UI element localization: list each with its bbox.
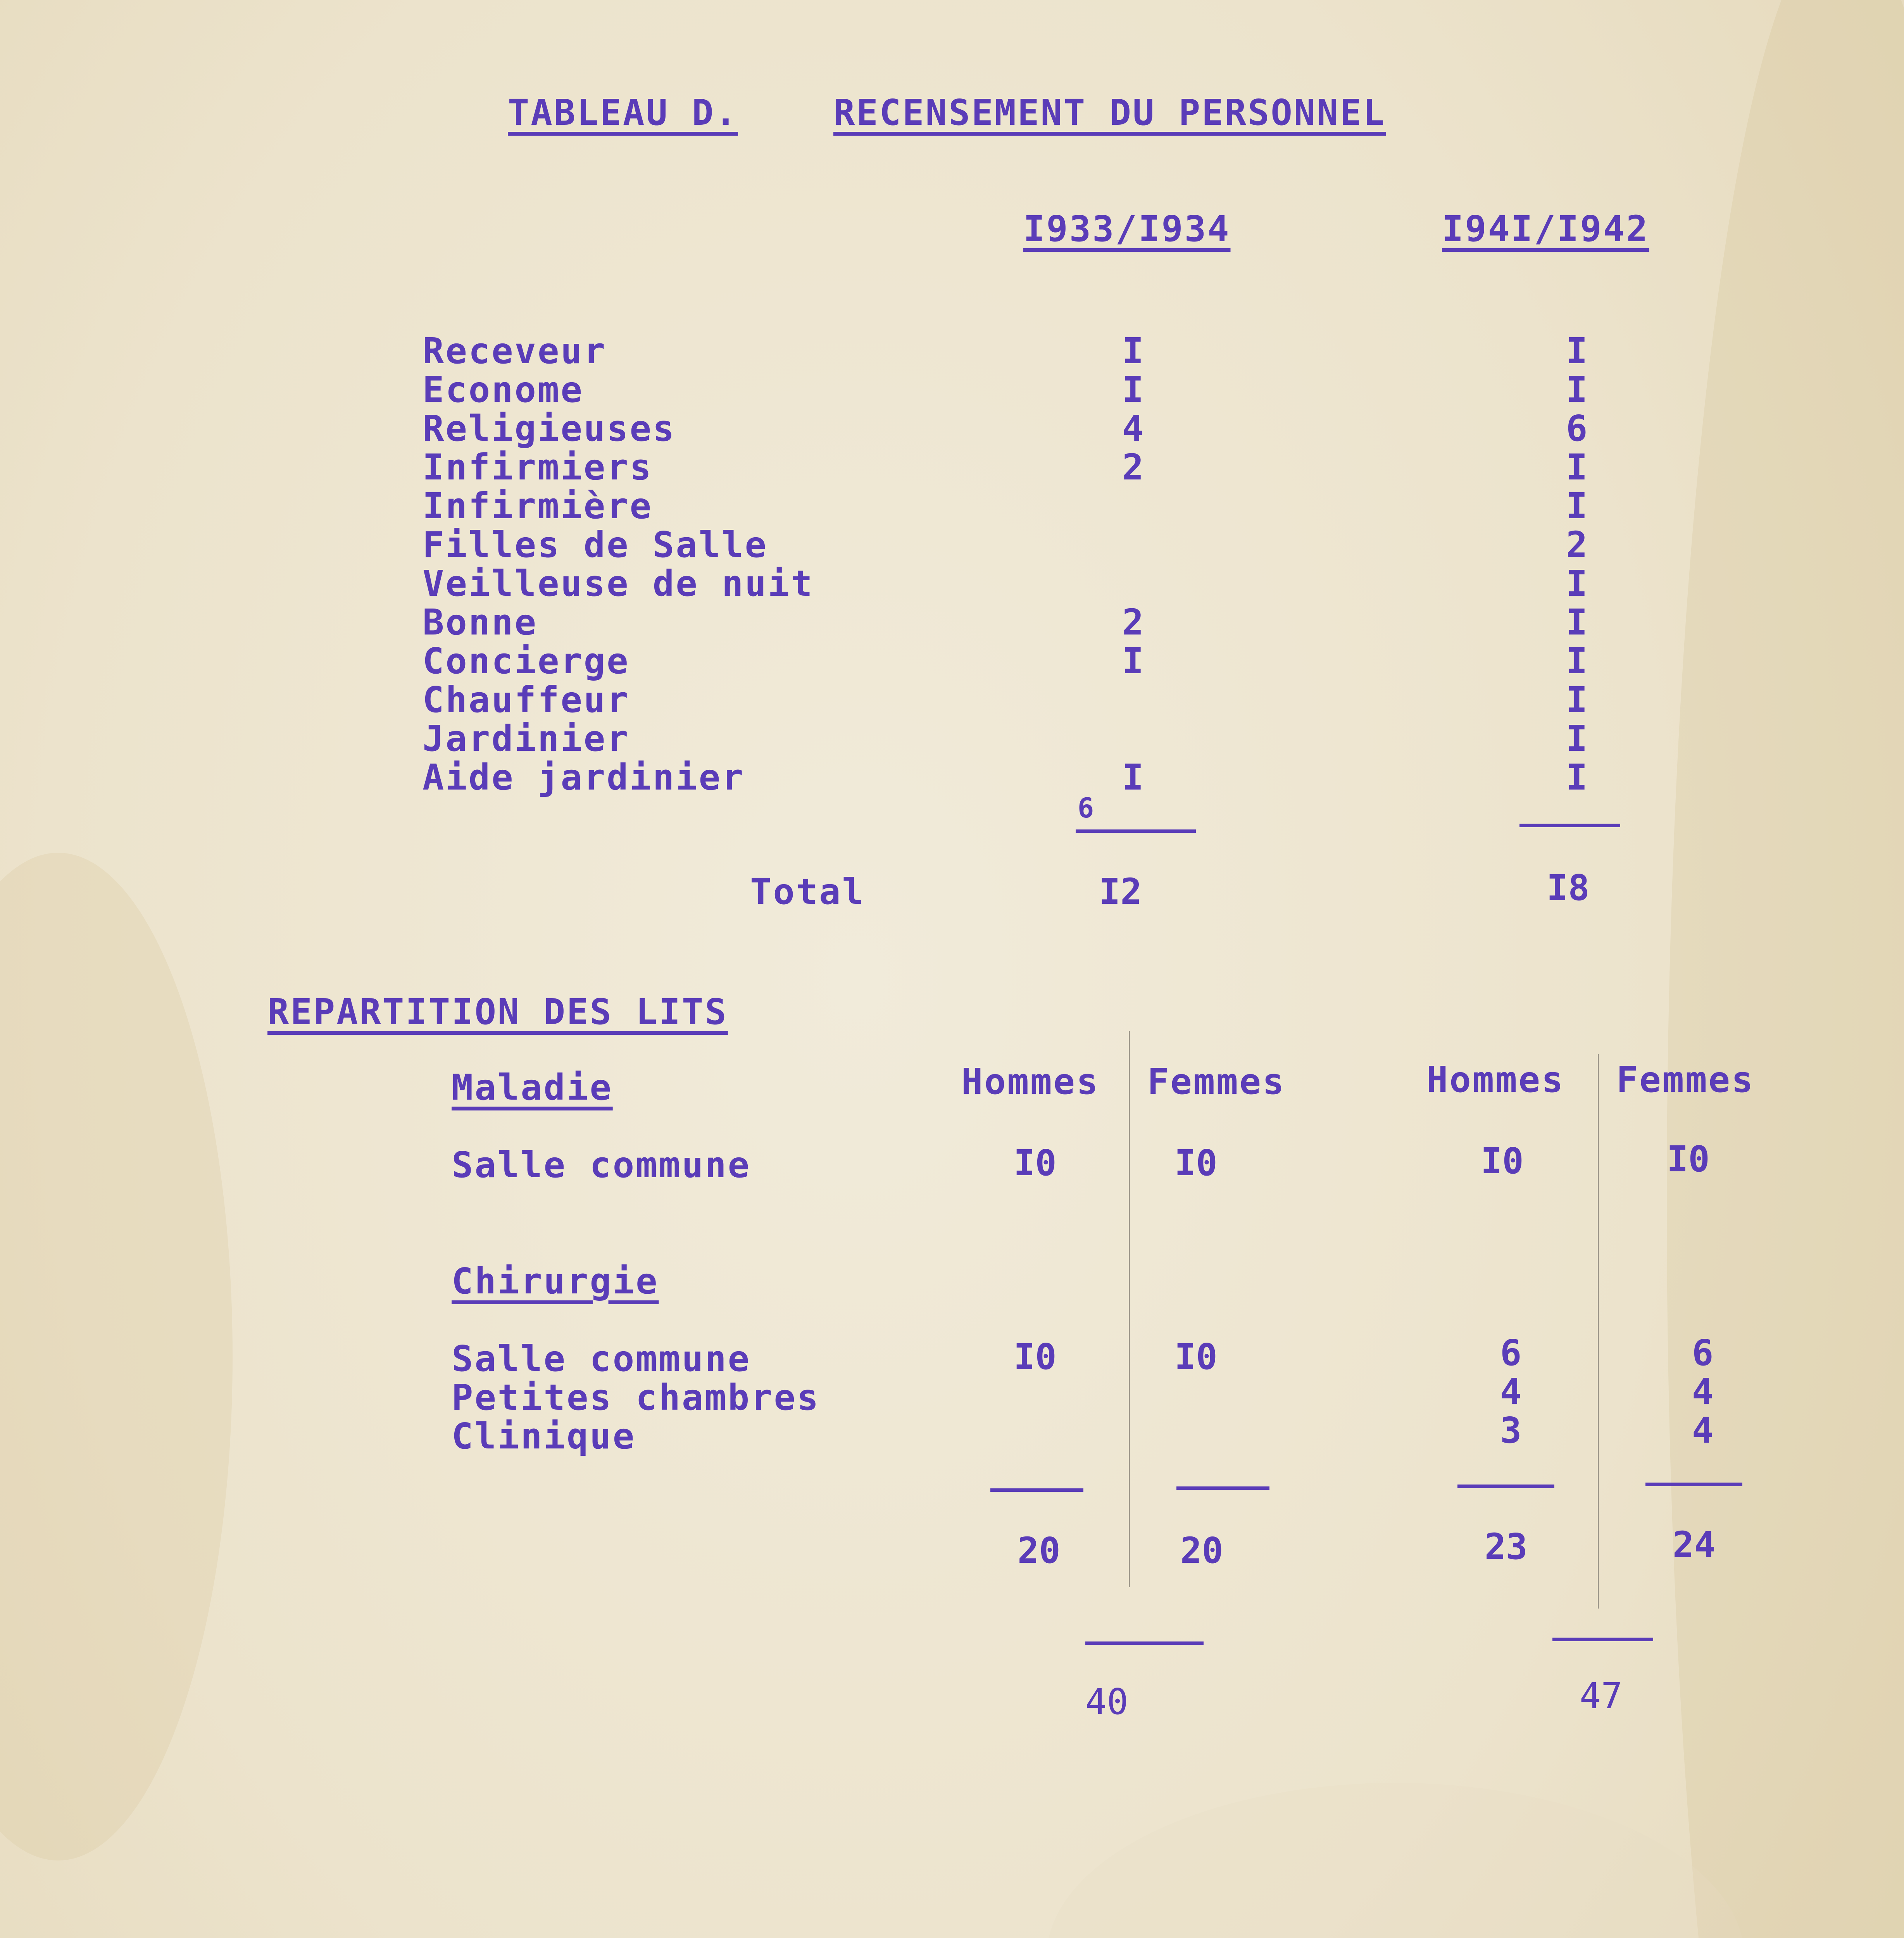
chirurgie-heading: Chirurgie	[452, 1260, 659, 1302]
chirurgie-femmes-1941: 6	[1692, 1332, 1714, 1374]
personnel-value-1941: I	[1566, 563, 1588, 604]
personnel-value-1941: I	[1566, 602, 1588, 643]
personnel-value-1933: I	[1122, 640, 1144, 682]
personnel-value-1941: I	[1566, 718, 1588, 759]
personnel-label: Religieuses	[423, 408, 676, 449]
chirurgie-row-label: Clinique	[452, 1416, 636, 1457]
subtotal-femmes-1941: 24	[1673, 1524, 1716, 1566]
personnel-total-rule-1941	[1519, 824, 1620, 827]
chirurgie-hommes-1933: I0	[1014, 1336, 1057, 1378]
subtotal-hommes-1933: 20	[1018, 1530, 1061, 1571]
subtotal-rule	[1645, 1483, 1742, 1486]
personnel-label: Receveur	[423, 330, 607, 372]
chirurgie-femmes-1941: 4	[1692, 1371, 1714, 1412]
col-hommes-1933: Hommes	[961, 1061, 1100, 1102]
personnel-label: Concierge	[423, 640, 630, 682]
subtotal-hommes-1941: 23	[1485, 1526, 1528, 1567]
personnel-label: Infirmière	[423, 485, 653, 527]
personnel-value-1941: I	[1566, 679, 1588, 721]
personnel-value-1933: I	[1122, 330, 1144, 372]
chirurgie-hommes-1941: 4	[1500, 1371, 1522, 1412]
personnel-label: Filles de Salle	[423, 524, 768, 566]
personnel-value-1941: I	[1566, 757, 1588, 798]
personnel-value-1941: I	[1566, 369, 1588, 410]
chirurgie-hommes-1941: 3	[1500, 1410, 1522, 1451]
subtotal-rule	[1457, 1485, 1554, 1488]
personnel-value-1933: 2	[1122, 602, 1144, 643]
maladie-femmes-1941: I0	[1667, 1138, 1710, 1180]
personnel-value-1941: I	[1566, 640, 1588, 682]
chirurgie-femmes-1933: I0	[1174, 1336, 1218, 1378]
column-divider-1941	[1598, 1054, 1599, 1609]
col-femmes-1941: Femmes	[1616, 1059, 1755, 1100]
personnel-value-1933: I	[1122, 369, 1144, 410]
maladie-hommes-1933: I0	[1014, 1142, 1057, 1184]
personnel-value-1933: I	[1122, 757, 1144, 798]
subtotal-rule	[1176, 1486, 1269, 1490]
personnel-value-1941: 6	[1566, 408, 1588, 449]
maladie-hommes-1941: I0	[1481, 1140, 1524, 1182]
personnel-total-label: Total	[750, 871, 865, 912]
personnel-total-1941: I8	[1547, 867, 1590, 909]
chirurgie-row-label: Petites chambres	[452, 1377, 820, 1418]
col-femmes-1933: Femmes	[1147, 1061, 1286, 1102]
personnel-label: Veilleuse de nuit	[423, 563, 814, 604]
personnel-col2-header: I94I/I942	[1442, 208, 1649, 250]
personnel-label: Bonne	[423, 602, 538, 643]
personnel-label: Jardinier	[423, 718, 630, 759]
personnel-value-1941: I	[1566, 330, 1588, 372]
grand-total-rule-1933	[1085, 1641, 1204, 1645]
title-left: TABLEAU D.	[508, 92, 738, 133]
subtotal-femmes-1933: 20	[1180, 1530, 1223, 1571]
personnel-col1-header: I933/I934	[1023, 208, 1231, 250]
maladie-row-label: Salle commune	[452, 1144, 751, 1186]
title-right: RECENSEMENT DU PERSONNEL	[833, 92, 1386, 133]
stray-mark: 6	[1078, 792, 1094, 824]
maladie-femmes-1933: I0	[1174, 1142, 1218, 1184]
personnel-value-1933: 4	[1122, 408, 1144, 449]
personnel-value-1941: 2	[1566, 524, 1588, 566]
personnel-label: Aide jardinier	[423, 757, 745, 798]
grand-total-1933: 40	[1085, 1681, 1128, 1722]
grand-total-1941: 47	[1580, 1675, 1623, 1717]
personnel-value-1941: I	[1566, 447, 1588, 488]
personnel-value-1933: 2	[1122, 447, 1144, 488]
personnel-label: Chauffeur	[423, 679, 630, 721]
col-hommes-1941: Hommes	[1426, 1059, 1565, 1100]
grand-total-rule-1941	[1552, 1638, 1653, 1641]
personnel-label: Infirmiers	[423, 447, 653, 488]
maladie-heading: Maladie	[452, 1067, 613, 1108]
personnel-label: Econome	[423, 369, 584, 410]
chirurgie-row-label: Salle commune	[452, 1338, 751, 1379]
personnel-total-1933: I2	[1099, 871, 1142, 912]
chirurgie-hommes-1941: 6	[1500, 1332, 1522, 1374]
lits-heading: REPARTITION DES LITS	[267, 991, 728, 1033]
personnel-value-1941: I	[1566, 485, 1588, 527]
column-divider-1933	[1129, 1031, 1130, 1587]
chirurgie-femmes-1941: 4	[1692, 1410, 1714, 1451]
personnel-total-rule-1933	[1076, 829, 1196, 833]
subtotal-rule	[990, 1488, 1083, 1492]
